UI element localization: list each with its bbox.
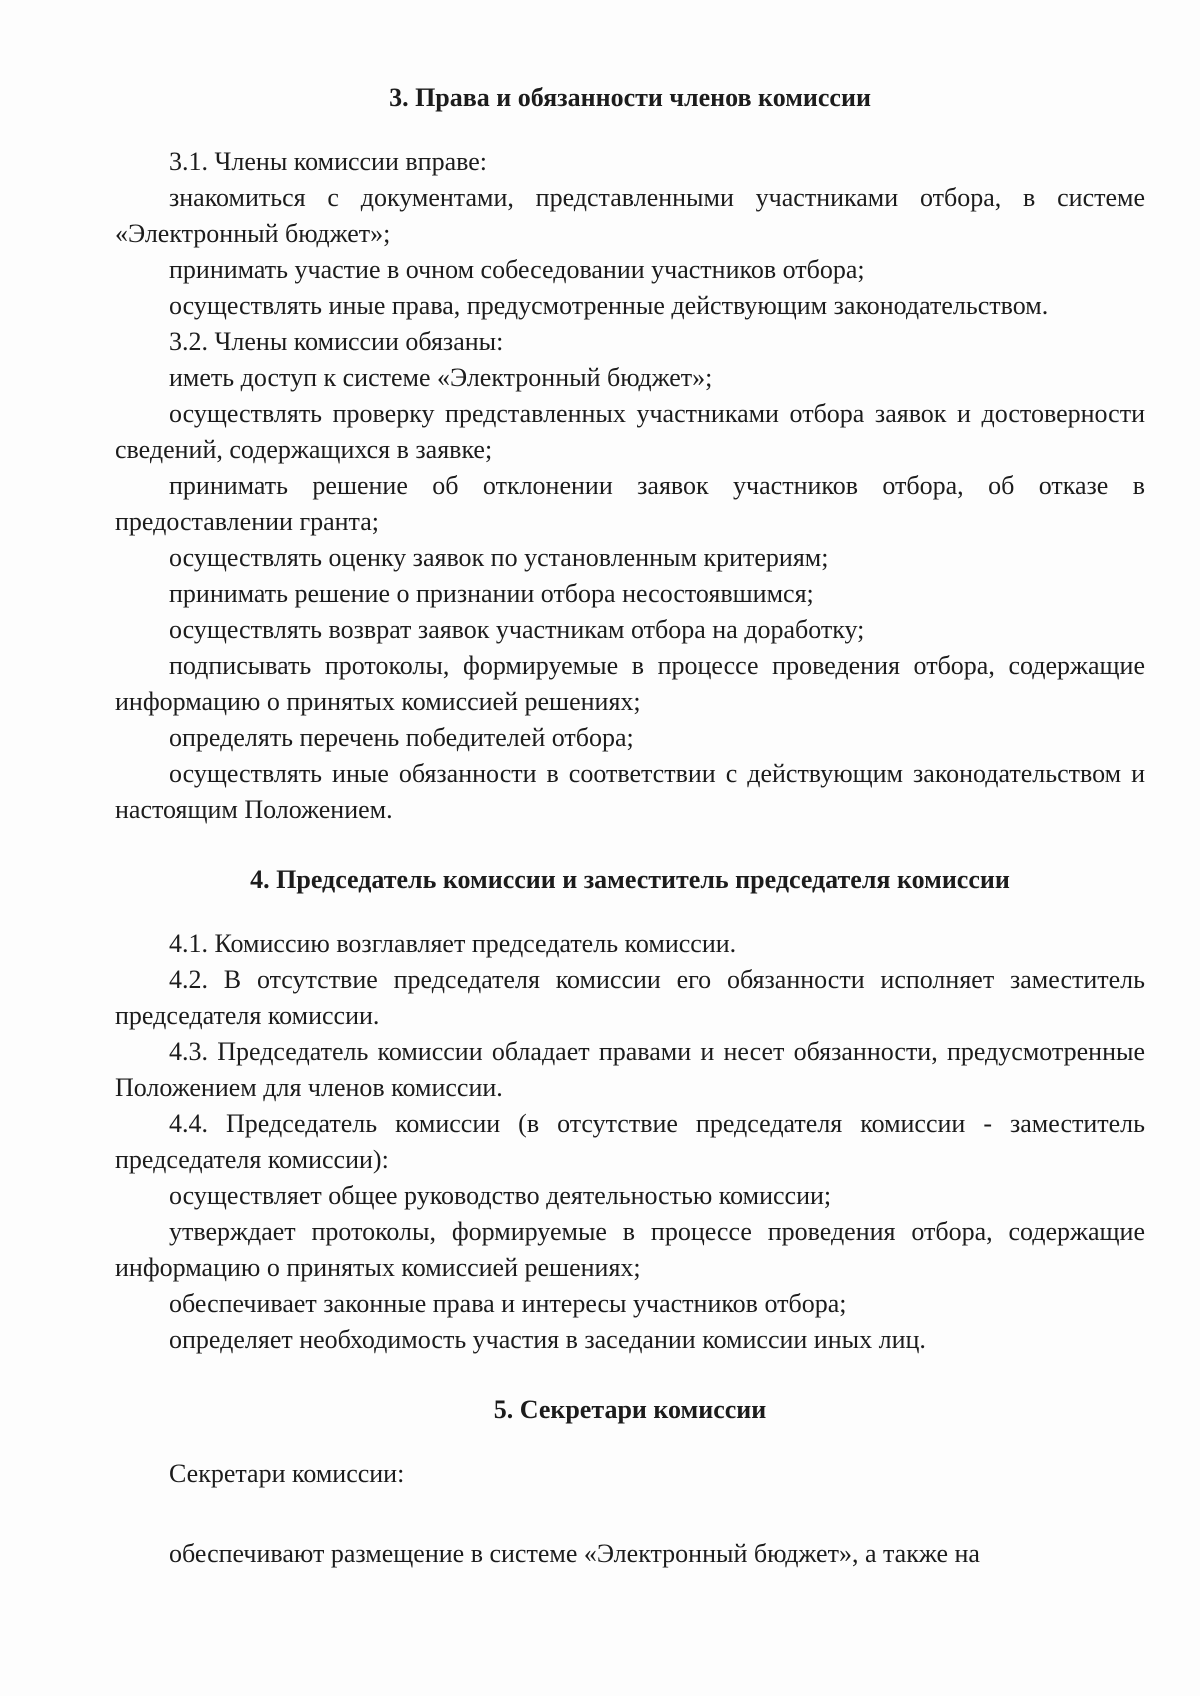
- paragraph: осуществлять оценку заявок по установленным критериям;: [169, 543, 829, 572]
- paragraph: принимать решение об отклонении заявок участников отбора, об отказе в предоставлении гранта;: [115, 471, 1145, 536]
- paragraph: принимать участие в очном собеседовании участников отбора;: [169, 255, 865, 284]
- paragraph-4-1: 4.1. Комиссию возглавляет председатель комиссии.: [169, 929, 737, 958]
- paragraph-4-4: 4.4. Председатель комиссии (в отсутствие председателя комиссии - заместитель председателя комиссии):: [115, 1109, 1145, 1174]
- paragraph: осуществляет общее руководство деятельностью комиссии;: [169, 1181, 832, 1210]
- paragraph: осуществлять иные права, предусмотренные действующим законодательством.: [169, 291, 1049, 320]
- paragraph: знакомиться с документами, представленными участниками отбора, в системе «Электронный бюджет»;: [115, 183, 1145, 248]
- paragraph: иметь доступ к системе «Электронный бюджет»;: [169, 363, 713, 392]
- paragraph-4-2: 4.2. В отсутствие председателя комиссии его обязанности исполняет заместитель председателя комиссии.: [115, 965, 1145, 1030]
- section-5-title: 5. Секретари комиссии: [493, 1395, 767, 1424]
- section-3-title: 3. Права и обязанности членов комиссии: [389, 83, 871, 112]
- section-4-title: 4. Председатель комиссии и заместитель председателя комиссии: [250, 865, 1010, 894]
- paragraph-3-2: 3.2. Члены комиссии обязаны:: [169, 327, 504, 356]
- paragraph-3-1: 3.1. Члены комиссии вправе:: [169, 147, 488, 176]
- paragraph: осуществлять иные обязанности в соответствии с действующим законодательством и настоящим Положением.: [115, 759, 1145, 824]
- paragraph: определяет необходимость участия в заседании комиссии иных лиц.: [169, 1325, 926, 1354]
- paragraph: определять перечень победителей отбора;: [169, 723, 634, 752]
- paragraph-4-3: 4.3. Председатель комиссии обладает правами и несет обязанности, предусмотренные Положением для членов комиссии.: [115, 1037, 1145, 1102]
- paragraph: утверждает протоколы, формируемые в процессе проведения отбора, содержащие информацию о принятых комиссией решениях;: [115, 1217, 1145, 1282]
- document-body: [115, 80, 1145, 1572]
- paragraph: обеспечивают размещение в системе «Электронный бюджет», а также на: [169, 1539, 980, 1568]
- paragraph: осуществлять возврат заявок участникам отбора на доработку;: [169, 615, 865, 644]
- paragraph: подписывать протоколы, формируемые в процессе проведения отбора, содержащие информацию о принятых комиссией решениях;: [115, 651, 1145, 716]
- paragraph: обеспечивает законные права и интересы участников отбора;: [169, 1289, 847, 1318]
- paragraph: Секретари комиссии:: [169, 1459, 405, 1488]
- paragraph: принимать решение о признании отбора несостоявшимся;: [169, 579, 814, 608]
- paragraph: осуществлять проверку представленных участниками отбора заявок и достоверности сведений, содержащихся в заявке;: [115, 399, 1145, 464]
